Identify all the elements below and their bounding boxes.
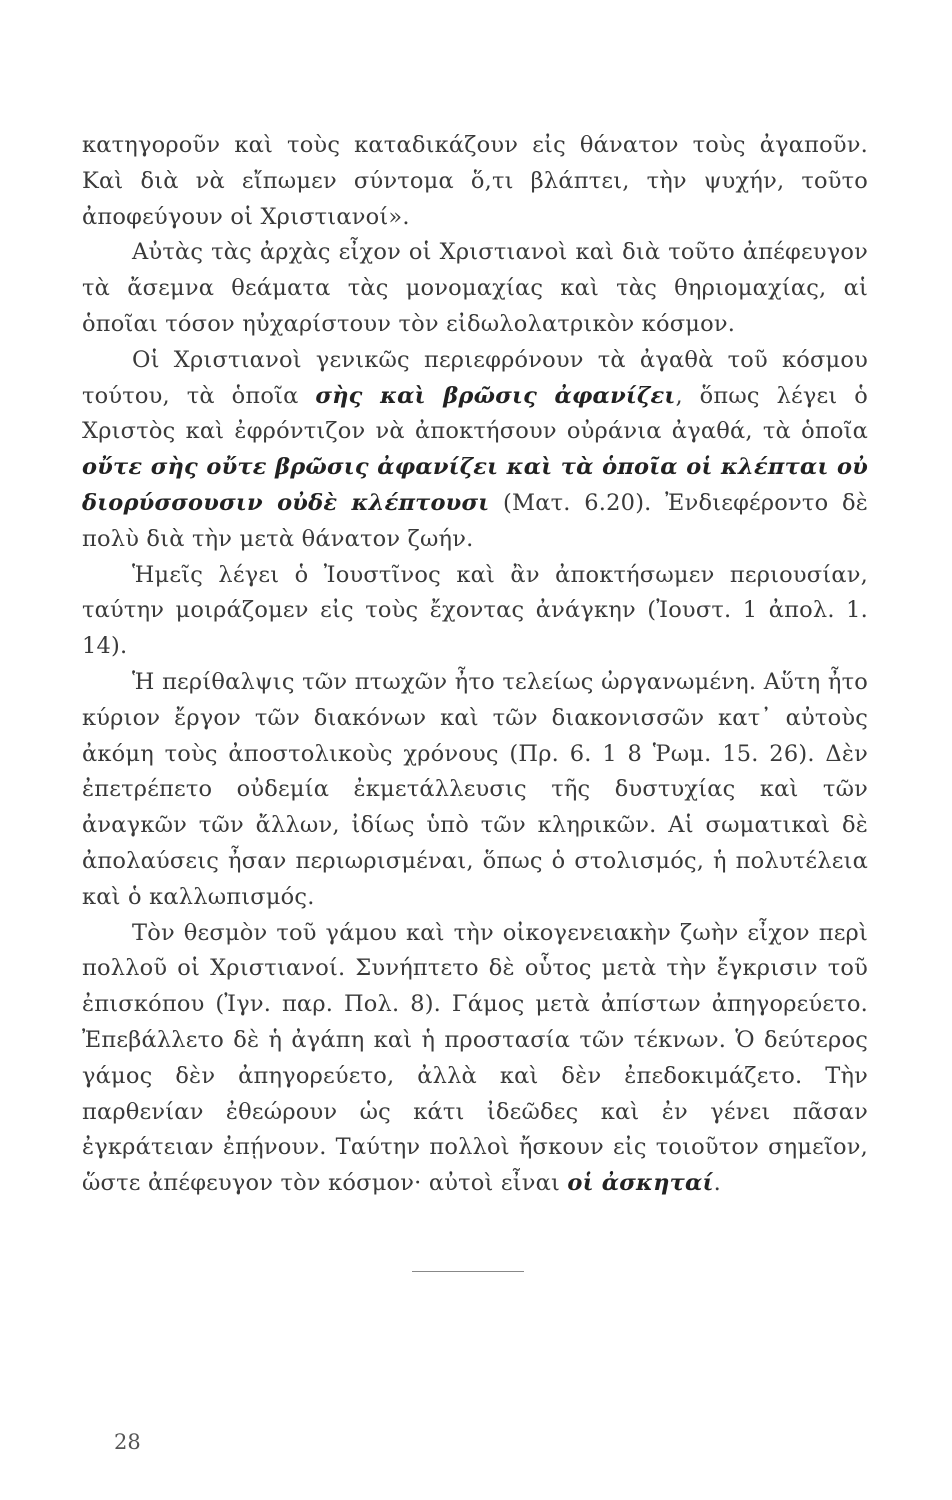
paragraph-4 bbox=[82, 558, 868, 665]
text-run: Τὸν θεσμὸν τοῦ γάμου καὶ τὴν οἰκογενειακὴν ζωὴν εἶχον περὶ πολλοῦ οἱ Χριστιανοί. Συνήπτετο δὲ οὗτος μετὰ τὴν ἔγκρισιν τοῦ ἐπισκόπου (Ἰγν. παρ. Πολ. 8). Γάμος μετὰ ἀπίστων ἀπηγορεύετο. Ἐπεβάλλετο δὲ ἡ ἀγάπη καὶ ἡ προστασία τῶν τέκνων. Ὁ δεύτερος γάμος δὲν ἀπηγορεύετο, ἀλλὰ καὶ δὲν ἐπεδοκιμάζετο. Τὴν παρθενίαν ἐθεώρουν ὡς κάτι ἰδεῶδες καὶ ἐν γένει πᾶσαν ἐγκράτειαν ἐπῄνουν. Ταύτην πολλοὶ ἤσκουν εἰς τοιοῦτον σημεῖον, ὥστε ἀπέφευγον τὸν κόσμον· αὐτοὶ εἶναι bbox=[82, 919, 868, 1197]
paragraph-1 bbox=[82, 128, 868, 235]
text-run: Ἡμεῖς λέγει ὁ Ἰουστῖνος καὶ ἂν ἀποκτήσωμεν περιουσίαν, ταύτην μοιράζομεν εἰς τοὺς ἔχοντας ἀνάγκην (Ἰουστ. 1 ἀπολ. 1. 14). bbox=[82, 561, 868, 660]
text-run: Αὐτὰς τὰς ἀρχὰς εἶχον οἱ Χριστιανοὶ καὶ διὰ τοῦτο ἀπέφευγον τὰ ἄσεμνα θεάματα τὰς μονομαχίας καὶ τὰς θηριομαχίας, αἱ ὁποῖαι τόσον ηὐχαρίστουν τὸν εἰδωλολατρικὸν κόσμον. bbox=[82, 239, 868, 337]
page-body-text bbox=[82, 128, 868, 1202]
section-divider bbox=[412, 1271, 524, 1272]
paragraph-3 bbox=[82, 343, 868, 558]
paragraph-2 bbox=[82, 235, 868, 342]
page-number: 28 bbox=[114, 1430, 141, 1454]
text-run: . bbox=[713, 1170, 721, 1197]
scripture-quote-emphasis: οὔτε σὴς οὔτε βρῶσις ἀφανίζει καὶ τὰ ὁποῖα οἱ κλέπται οὐ διορύσσουσιν οὐδὲ κλέπτουσι bbox=[82, 454, 868, 516]
paragraph-5 bbox=[82, 665, 868, 916]
text-run: Οἱ Χριστιανοὶ γενικῶς περιεφρόνουν τὰ ἀγαθὰ τοῦ κόσμου τούτου, τὰ ὁποῖα bbox=[82, 346, 868, 409]
scripture-quote-emphasis: σὴς καὶ βρῶσις ἀφανίζει bbox=[315, 382, 676, 409]
paragraph-6 bbox=[82, 916, 868, 1202]
text-run: (Ματ. 6.20). Ἐνδιεφέροντο δὲ πολὺ διὰ τὴν μετὰ θάνατον ζωήν. bbox=[82, 489, 869, 552]
text-run: , ὅπως λέγει ὁ Χριστὸς καὶ ἐφρόντιζον νὰ ἀποκτήσουν οὐράνια ἀγαθά, τὰ ὁποῖα bbox=[82, 382, 868, 445]
text-run: κατηγοροῦν καὶ τοὺς καταδικάζουν εἰς θάνατον τοὺς ἀγαποῦν. Καὶ διὰ νὰ εἴπωμεν σύντομα ὅ,τι βλάπτει, τὴν ψυχήν, τοῦτο ἀποφεύγουν οἱ Χριστιανοί». bbox=[82, 132, 868, 230]
term-emphasis: οἱ ἀσκηταί bbox=[567, 1170, 714, 1197]
text-run: Ἡ περίθαλψις τῶν πτωχῶν ἦτο τελείως ὠργανωμένη. Αὕτη ἦτο κύριον ἔργον τῶν διακόνων καὶ τῶν διακονισσῶν κατ᾽ αὐτοὺς ἀκόμη τοὺς ἀποστολικοὺς χρόνους (Πρ. 6. 1 8 Ῥωμ. 15. 26). Δὲν ἐπετρέπετο οὐδεμία ἐκμετάλλευσις τῆς δυστυχίας καὶ τῶν ἀναγκῶν τῶν ἄλλων, ἰδίως ὑπὸ τῶν κληρικῶν. Αἱ σωματικαὶ δὲ ἀπολαύσεις ἦσαν περιωρισμέναι, ὅπως ὁ στολισμός, ἡ πολυτέλεια καὶ ὁ καλλωπισμός. bbox=[82, 668, 868, 910]
